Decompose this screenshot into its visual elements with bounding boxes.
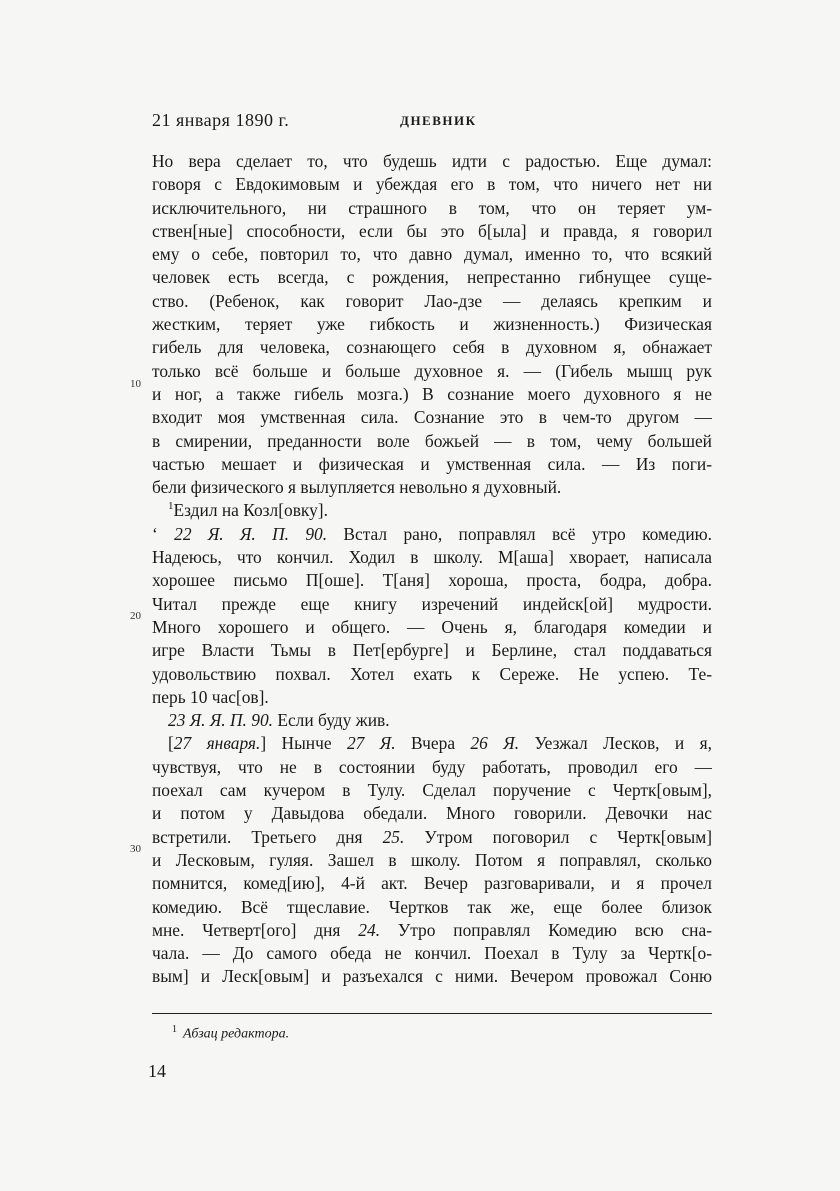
header-title: ДНЕВНИК (400, 113, 477, 128)
line-17-text: Встал рано, поправлял всё утро комедию. (327, 523, 712, 544)
text-line-31: и Лесковым, гуляя. Зашел в школу. Потом я поправлял, сколько (152, 849, 712, 870)
footnote-text: Абзац редактора. (183, 1026, 290, 1042)
text-line-11: и ног, а также гибель мозга.) В сознание моего духовного я не (152, 383, 712, 404)
line-26-part: Вчера (395, 733, 471, 754)
text-line-26 (152, 732, 712, 755)
text-line-24: перь 10 час[ов]. (152, 686, 269, 707)
text-line-28: поехал сам кучером в Тулу. Сделал поручение с Чертк[овым], (152, 780, 712, 801)
text-line-3: исключительного, ни страшного в том, что он теряет ум- (152, 197, 712, 218)
text-line-8: жестким, теряет уже гибкость и жизненность.) Физическая (152, 314, 712, 335)
text-line-17 (152, 523, 712, 546)
text-line-27: чувствуя, что не в состоянии буду работать, проводил его — (152, 756, 712, 777)
entry-date-27: 27 января. (173, 733, 261, 754)
entry-date-23: 23 Я. Я. П. 90. (168, 710, 273, 731)
entry-date-22: 22 Я. Я. П. 90. (174, 523, 328, 544)
text-line-21: Много хорошего и общего. — Очень я, благодаря комедии и (152, 616, 712, 637)
header-date: 21 января 1890 г. (152, 110, 290, 130)
text-line-4: ствен[ные] способности, если бы это б[ыла] и правда, я говорил (152, 220, 712, 241)
text-body (152, 150, 712, 989)
text-line-29: и потом у Давыдова обедали. Много говорили. Девочки нас (152, 803, 712, 824)
line-34-part: мне. Четверт[ого] дня (152, 919, 359, 940)
text-line-1: Но вера сделает то, что будешь идти с радостью. Еще думал: (152, 151, 712, 171)
date-25: 25. (382, 826, 405, 847)
line-30-part: Утром поговорил с Чертк[овым] (404, 826, 712, 847)
text-line-22: игре Власти Тьмы в Пет[ербурге] и Берлине, стал поддаваться (152, 640, 712, 661)
date-24: 24. (358, 919, 381, 940)
date-26: 26 Я. (470, 733, 520, 754)
footnote-mark: 1 (172, 1024, 177, 1035)
line-26-part: ] Нынче (260, 733, 347, 754)
text-line-18: Надеюсь, что кончил. Ходил в школу. М[аша] хворает, написала (152, 547, 712, 568)
margin-tick: ‘ (152, 523, 158, 544)
line-number-20: 20 (130, 610, 141, 622)
text-line-6: человек есть всегда, с рождения, непрестанно гибнущее суще- (152, 267, 712, 288)
text-line-32: помнится, комед[ию], 4-й акт. Вечер разговаривали, и я прочел (152, 873, 712, 894)
text-line-13: в смирении, преданности воле божьей — в том, чему большей (152, 430, 712, 451)
page-number: 14 (148, 1061, 166, 1081)
text-line-14: частью мешает и физическая и умственная сила. — Из поги- (152, 453, 712, 474)
text-line-23: удовольствию похвал. Хотел ехать к Сереже. Не успею. Те- (152, 663, 712, 684)
line-34-part: Утро поправлял Комедию всю сна- (380, 919, 712, 940)
running-header (152, 110, 712, 134)
bracket-open: [ (168, 733, 174, 754)
text-line-9: гибель для человека, сознающего себя в духовном я, обнажает (152, 337, 712, 358)
line-25-text: Если буду жив. (272, 710, 390, 731)
footnote (172, 1024, 289, 1043)
text-line-5: ему о себе, повторил то, что давно думал, именно то, что всякий (152, 244, 712, 265)
text-line-7: ство. (Ребенок, как говорит Лао-дзе — делаясь крепким и (152, 290, 712, 311)
text-line-20: Читал прежде еще книгу изречений индейск[ой] мудрости. (152, 593, 712, 614)
line-number-30: 30 (130, 843, 141, 855)
date-27: 27 Я. (346, 733, 396, 754)
text-line-25 (152, 709, 712, 732)
text-line-10: только всё больше и больше духовное я. — (Гибель мышц рук (152, 360, 712, 381)
text-line-12: входит моя умственная сила. Сознание это в чем-то другом — (152, 407, 712, 428)
text-line-35: чала. — До самого обеда не кончил. Поехал в Тулу за Чертк[о- (152, 943, 712, 964)
line-number-10: 10 (130, 378, 141, 390)
line-16-text: Ездил на Козл[овку]. (173, 500, 328, 521)
footnote-marker: 1 (168, 500, 174, 513)
text-line-2: говоря с Евдокимовым и убеждая его в том, что ничего нет ни (152, 174, 712, 195)
text-line-33: комедию. Всё тщеславие. Чертков так же, еще более близок (152, 896, 712, 917)
footnote-divider (152, 1013, 712, 1014)
text-line-16 (152, 499, 712, 522)
line-26-part: Уезжал Лесков, и я, (519, 733, 712, 754)
text-line-15: бели физического я вылупляется невольно я духовный. (152, 477, 562, 498)
text-line-30 (152, 826, 712, 849)
text-line-34 (152, 919, 712, 942)
text-line-36: вым] и Леск[овым] и разъехался с ними. Вечером провожал Соню (152, 966, 712, 987)
line-30-part: встретили. Третьего дня (152, 826, 383, 847)
text-line-19: хорошее письмо П[оше]. Т[аня] хороша, проста, бодра, добра. (152, 570, 712, 591)
